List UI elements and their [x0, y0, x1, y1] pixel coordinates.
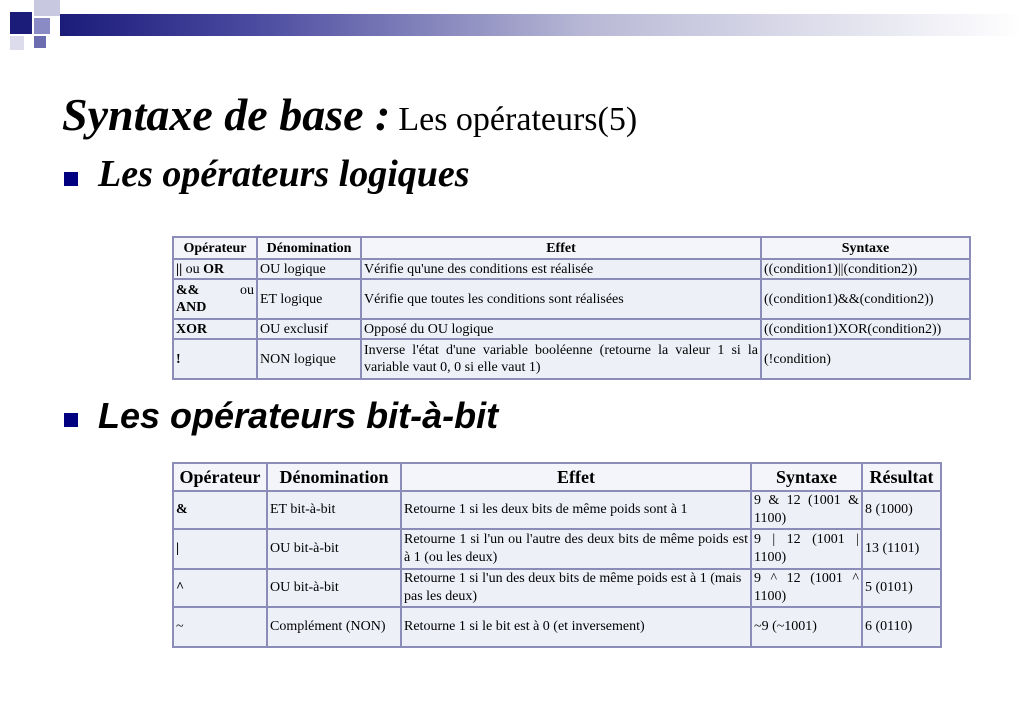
header-gradient-bar: [60, 14, 1023, 36]
table-row: [173, 529, 941, 569]
syntax-cell: ~9 (~1001): [751, 607, 862, 647]
result-cell: 5 (0101): [862, 569, 941, 607]
effect-cell: Retourne 1 si les deux bits de même poids sont à 1: [401, 491, 751, 529]
effect-cell: Retourne 1 si l'un ou l'autre des deux bits de même poids est à 1 (ou les deux): [401, 529, 751, 569]
header-square-mid: [34, 18, 50, 34]
operator-cell: |: [173, 529, 267, 569]
header-cell: Résultat: [862, 463, 941, 491]
header-cell: Syntaxe: [761, 237, 970, 259]
table-row: [173, 607, 941, 647]
result-cell: 8 (1000): [862, 491, 941, 529]
table-row: [173, 569, 941, 607]
name-cell: Complément (NON): [267, 607, 401, 647]
table-row: [173, 319, 970, 339]
syntax-cell: 9 ^ 12 (1001 ^ 1100): [751, 569, 862, 607]
syntax-cell: ((condition1)||(condition2)): [761, 259, 970, 279]
section-title-bitwise: Les opérateurs bit-à-bit: [98, 395, 499, 436]
operator-cell: || ou OR: [173, 259, 257, 279]
operator-cell: ~: [173, 607, 267, 647]
table-row: [173, 259, 970, 279]
header-cell: Opérateur: [173, 237, 257, 259]
name-cell: OU bit-à-bit: [267, 569, 401, 607]
header-cell: Opérateur: [173, 463, 267, 491]
table-header-row: [173, 463, 941, 491]
logical-operators-table: [172, 236, 971, 380]
effect-cell: Vérifie qu'une des conditions est réalisée: [361, 259, 761, 279]
syntax-cell: 9 & 12 (1001 & 1100): [751, 491, 862, 529]
page-title: [62, 88, 637, 141]
title-sub: Les opérateurs(5): [398, 101, 638, 138]
table-row: [173, 279, 970, 319]
effect-cell: Retourne 1 si l'un des deux bits de même poids est à 1 (mais pas les deux): [401, 569, 751, 607]
name-cell: OU logique: [257, 259, 361, 279]
table-header-row: [173, 237, 970, 259]
table-row: [173, 339, 970, 379]
title-main: Syntaxe de base :: [62, 89, 391, 140]
bitwise-operators-table: [172, 462, 942, 648]
syntax-cell: (!condition): [761, 339, 970, 379]
effect-cell: Opposé du OU logique: [361, 319, 761, 339]
name-cell: NON logique: [257, 339, 361, 379]
effect-cell: Inverse l'état d'une variable booléenne (retourne la valeur 1 si la variable vaut 0, 0 si elle vaut 1): [361, 339, 761, 379]
header-square-light: [34, 0, 60, 16]
name-cell: OU exclusif: [257, 319, 361, 339]
name-cell: ET logique: [257, 279, 361, 319]
header-square-small: [10, 36, 24, 50]
header-cell: Effet: [361, 237, 761, 259]
syntax-cell: ((condition1)&&(condition2)): [761, 279, 970, 319]
effect-cell: Vérifie que toutes les conditions sont réalisées: [361, 279, 761, 319]
header-square-bottom: [34, 36, 46, 48]
effect-cell: Retourne 1 si le bit est à 0 (et inversement): [401, 607, 751, 647]
name-cell: OU bit-à-bit: [267, 529, 401, 569]
operator-cell: ^: [173, 569, 267, 607]
syntax-cell: ((condition1)XOR(condition2)): [761, 319, 970, 339]
header-cell: Dénomination: [267, 463, 401, 491]
syntax-cell: 9 | 12 (1001 | 1100): [751, 529, 862, 569]
header-square-navy: [10, 12, 32, 34]
header-cell: Effet: [401, 463, 751, 491]
header-cell: Syntaxe: [751, 463, 862, 491]
result-cell: 13 (1101): [862, 529, 941, 569]
section-title-logical: Les opérateurs logiques: [98, 153, 470, 195]
operator-cell: !: [173, 339, 257, 379]
operator-cell: &: [173, 491, 267, 529]
table-row: [173, 491, 941, 529]
bullet-icon: [64, 172, 78, 186]
result-cell: 6 (0110): [862, 607, 941, 647]
header-cell: Dénomination: [257, 237, 361, 259]
operator-cell: XOR: [173, 319, 257, 339]
bullet-icon: [64, 413, 78, 427]
name-cell: ET bit-à-bit: [267, 491, 401, 529]
operator-cell: && ou AND: [173, 279, 257, 319]
